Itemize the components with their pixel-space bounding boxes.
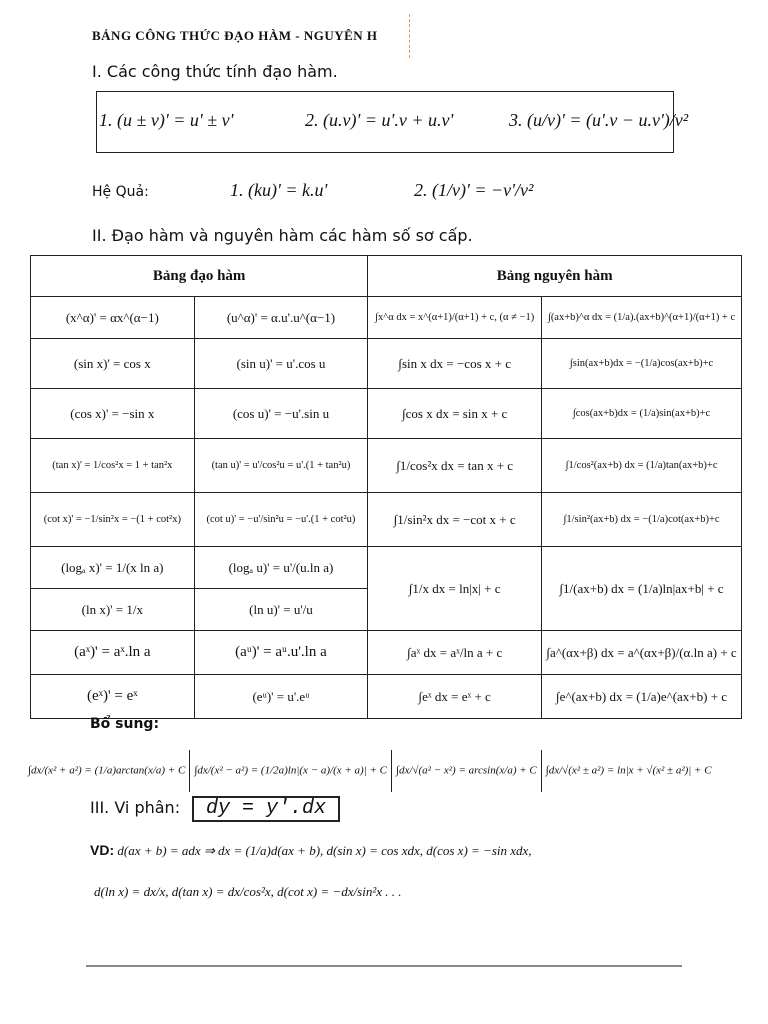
example-line-2: d(ln x) = dx/x, d(tan x) = dx/cos²x, d(cot x) = −dx/sin²x . . . [94,884,402,899]
table-cell: (cot x)' = −1/sin²x = −(1 + cot²x) [31,493,195,547]
rule-product: 2. (u.v)' = u'.v + u.v' [305,110,454,130]
table-cell: ∫e^(ax+b) dx = (1/a)e^(ax+b) + c [542,675,742,719]
table-cell: (x^α)' = αx^(α−1) [31,297,195,339]
table-cell: ∫x^α dx = x^(α+1)/(α+1) + c, (α ≠ −1) [368,297,542,339]
rule-sum: 1. (u ± v)' = u' ± v' [99,110,234,130]
page-cut-marker [409,14,412,58]
antiderivative-table-header: Bảng nguyên hàm [368,256,742,297]
table-cell: (ln u)' = u'/u [194,589,368,631]
supplement-formula: ∫dx/(x² + a²) = (1/a)arctan(x/a) + C [28,764,186,777]
derivative-table-header: Bảng đạo hàm [31,256,368,297]
rule-quotient: 3. (u/v)' = (u'.v − u.v')/v² [509,110,689,130]
table-cell: ∫sin(ax+b)dx = −(1/a)cos(ax+b)+c [542,339,742,389]
table-cell: ∫(ax+b)^α dx = (1/a).(ax+b)^(α+1)/(α+1) + c [542,297,742,339]
supplement-formula: ∫dx/(x² − a²) = (1/2a)ln|(x − a)/(x + a)| + C [194,764,387,777]
formula-table [30,255,742,719]
table-cell: ∫cos(ax+b)dx = (1/a)sin(ax+b)+c [542,389,742,439]
table-cell: ∫1/sin²(ax+b) dx = −(1/a)cot(ax+b)+c [542,493,742,547]
table-cell: ∫eˣ dx = eˣ + c [368,675,542,719]
document-title: BẢNG CÔNG THỨC ĐẠO HÀM - NGUYÊN H [92,28,378,43]
supplement-label: Bổ sung: [90,716,160,732]
section-1-heading: I. Các công thức tính đạo hàm. [92,62,338,81]
example-formula: d(ax + b) = adx ⇒ dx = (1/a)d(ax + b), d(sin x) = cos xdx, d(cos x) = −sin xdx, [117,843,532,858]
table-cell: (aᵘ)' = aᵘ.u'.ln a [194,631,368,675]
footer-divider [86,965,682,967]
table-cell: (u^α)' = α.u'.u^(α−1) [194,297,368,339]
table-cell: (aˣ)' = aˣ.ln a [31,631,195,675]
example-label: VD: [90,842,115,858]
supplement-formulas [28,750,750,792]
table-cell: ∫aˣ dx = aˣ/ln a + c [368,631,542,675]
supplement-formula: ∫dx/√(x² ± a²) = ln|x + √(x² ± a²)| + C [545,764,712,777]
section-2-heading: II. Đạo hàm và nguyên hàm các hàm số sơ cấp. [92,226,473,245]
table-cell: (eᵘ)' = u'.eᵘ [194,675,368,719]
section-3-heading: III. Vi phân: [90,798,181,817]
differential-formula-box: dy = y'.dx [192,796,340,822]
supplement-formula: ∫dx/√(a² − x²) = arcsin(x/a) + C [396,764,537,777]
corollary-label: Hệ Quả: [92,184,149,200]
divider [541,750,542,792]
table-cell: (eˣ)' = eˣ [31,675,195,719]
table-cell: ∫1/cos²(ax+b) dx = (1/a)tan(ax+b)+c [542,439,742,493]
table-cell: (logₐ x)' = 1/(x ln a) [31,547,195,589]
corollary-2: 2. (1/v)' = −v'/v² [414,180,534,200]
table-cell: ∫1/sin²x dx = −cot x + c [368,493,542,547]
table-cell: (logₐ u)' = u'/(u.ln a) [194,547,368,589]
table-cell: ∫1/x dx = ln|x| + c [368,547,542,631]
table-cell: (cos x)' = −sin x [31,389,195,439]
table-cell: (tan u)' = u'/cos²u = u'.(1 + tan²u) [194,439,368,493]
table-cell: (sin x)' = cos x [31,339,195,389]
table-cell: (cot u)' = −u'/sin²u = −u'.(1 + cot²u) [194,493,368,547]
table-cell: ∫a^(αx+β) dx = a^(αx+β)/(α.ln a) + c [542,631,742,675]
divider [189,750,190,792]
table-cell: (sin u)' = u'.cos u [194,339,368,389]
table-cell: ∫1/(ax+b) dx = (1/a)ln|ax+b| + c [542,547,742,631]
example-line-1 [90,842,532,859]
table-cell: ∫1/cos²x dx = tan x + c [368,439,542,493]
table-cell: (cos u)' = −u'.sin u [194,389,368,439]
table-cell: ∫sin x dx = −cos x + c [368,339,542,389]
divider [391,750,392,792]
table-cell: (tan x)' = 1/cos²x = 1 + tan²x [31,439,195,493]
table-cell: ∫cos x dx = sin x + c [368,389,542,439]
derivative-rules-box [96,91,689,153]
table-cell: (ln x)' = 1/x [31,589,195,631]
corollary-1: 1. (ku)' = k.u' [230,180,328,200]
